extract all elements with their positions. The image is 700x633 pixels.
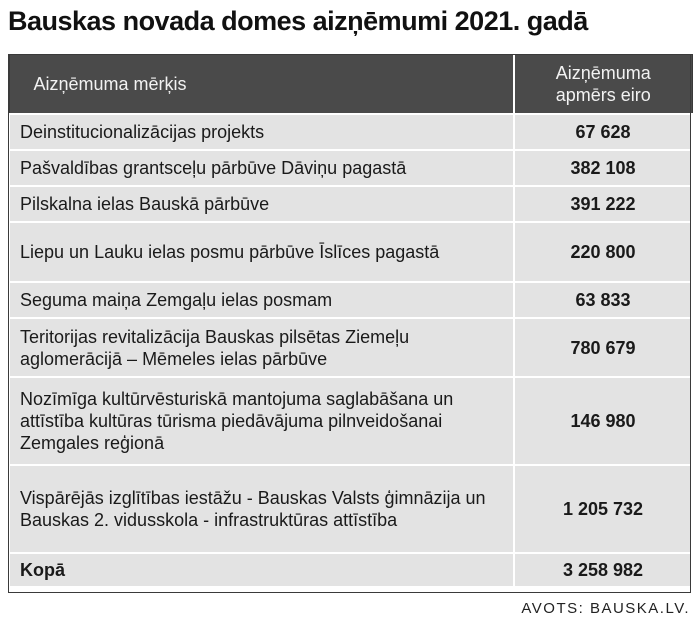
row-amount: 220 800	[514, 222, 692, 282]
table-row	[9, 377, 692, 465]
row-purpose: Pašvaldības grantsceļu pārbūve Dāviņu pagastā	[9, 150, 514, 186]
header-purpose: Aizņēmuma mērķis	[9, 55, 514, 115]
table-row	[9, 114, 692, 150]
row-amount: 391 222	[514, 186, 692, 222]
row-amount: 63 833	[514, 282, 692, 318]
source-credit: AVOTS: BAUSKA.LV.	[521, 600, 690, 617]
table-row	[9, 186, 692, 222]
row-purpose: Vispārējās izglītības iestāžu - Bauskas Valsts ģimnāzija un Bauskas 2. vidusskola - infrastruktūras attīstība	[9, 465, 514, 553]
row-purpose: Nozīmīga kultūrvēsturiskā mantojuma saglabāšana un attīstība kultūras tūrisma piedāvājuma pilnveidošanai Zemgales reģionā	[9, 377, 514, 465]
row-amount: 146 980	[514, 377, 692, 465]
total-amount: 3 258 982	[514, 553, 692, 587]
row-amount: 780 679	[514, 318, 692, 377]
header-amount	[514, 55, 692, 115]
total-row	[9, 553, 692, 587]
header-amount-line1: Aizņēmuma	[555, 63, 651, 83]
table-row	[9, 150, 692, 186]
row-purpose: Seguma maiņa Zemgaļu ielas posmam	[9, 282, 514, 318]
row-amount: 67 628	[514, 114, 692, 150]
table-row	[9, 465, 692, 553]
row-purpose: Liepu un Lauku ielas posmu pārbūve Īslīces pagastā	[9, 222, 514, 282]
row-purpose: Deinstitucionalizācijas projekts	[9, 114, 514, 150]
loans-table	[8, 54, 693, 588]
row-amount: 1 205 732	[514, 465, 692, 553]
page-title: Bauskas novada domes aizņēmumi 2021. gadā	[8, 6, 588, 36]
table-row	[9, 318, 692, 377]
row-purpose: Pilskalna ielas Bauskā pārbūve	[9, 186, 514, 222]
table-row	[9, 222, 692, 282]
header-amount-line2: apmērs eiro	[555, 85, 651, 105]
table-header-row	[9, 55, 692, 115]
total-label: Kopā	[9, 553, 514, 587]
row-amount: 382 108	[514, 150, 692, 186]
table-row	[9, 282, 692, 318]
row-purpose: Teritorijas revitalizācija Bauskas pilsētas Ziemeļu aglomerācijā – Mēmeles ielas pārbūve	[9, 318, 514, 377]
